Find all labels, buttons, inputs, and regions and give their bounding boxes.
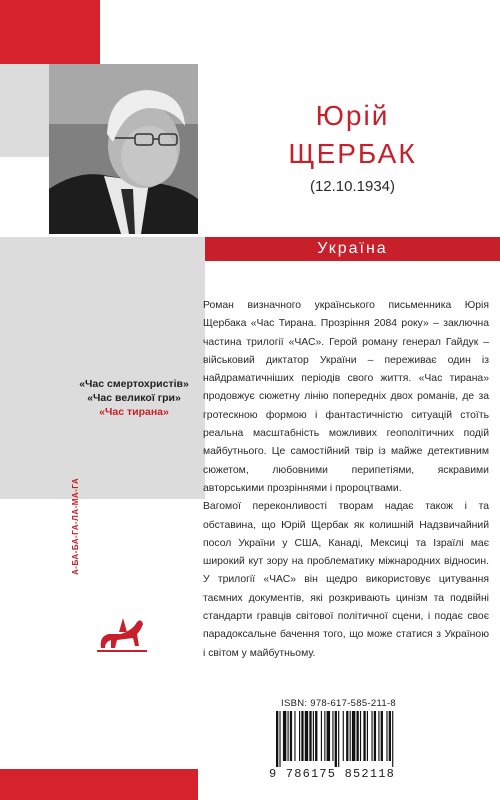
barcode-bar	[389, 711, 391, 761]
top-left-grey-block	[0, 64, 49, 157]
author-first-name: Юрій	[315, 100, 390, 131]
barcode-bar	[299, 711, 300, 761]
author-portrait-image	[49, 64, 198, 234]
author-last-name: ЩЕРБАК	[288, 138, 417, 169]
barcode-bar	[367, 711, 368, 761]
barcode-bar	[360, 711, 361, 761]
barcode-bar	[288, 711, 289, 761]
trilogy-book-2: «Час великої гри»	[87, 392, 181, 404]
barcode-bar	[357, 711, 359, 761]
barcode-bar	[352, 711, 355, 761]
trilogy-book-1: «Час смертохристів»	[79, 378, 189, 390]
barcode-bar	[378, 711, 379, 761]
barcode-bar	[381, 711, 383, 761]
barcode-bar	[309, 711, 311, 761]
barcode-image	[274, 711, 434, 767]
barcode-bar	[371, 711, 372, 761]
barcode-bar	[301, 711, 303, 761]
barcode-bar	[338, 711, 339, 767]
publisher-logo-text: А-БА-БА-ГА-ЛА-МА-ГА	[71, 477, 80, 575]
description-paragraph: Роман визначного українського письменника Юрія Щербака «Час Тирана. Прозріння 2084 року» – заключна частина трилогії «ЧАС». Герой роману генерал Гайдук – військовий диктатор України – переживає один із найдраматичніших періодів свого життя. «Час тирана» продовжує сюжетну лінію попередніх двох романів, де за гротескною формою і фантастичністю ситуацій стоїть реальна масштабність можливих геополітичних подій майбутнього. Це самостійний твір із майже детективним сюжетом, любовними перипетіями, яскравими авторськими прозріннями і пророцтвами.	[203, 300, 489, 494]
barcode-bar	[315, 711, 317, 761]
barcode-bar	[327, 711, 330, 761]
barcode-bar	[350, 711, 351, 761]
trilogy-book-3-current: «Час тирана»	[99, 406, 169, 418]
barcode-digits: 9 786175 852118	[269, 767, 396, 781]
book-description	[203, 297, 489, 663]
barcode-bar	[374, 711, 376, 761]
barcode-bar	[279, 711, 280, 767]
barcode-bar	[343, 711, 344, 761]
barcode-bar	[321, 711, 322, 761]
left-grey-strip	[0, 237, 205, 499]
barcode-bar	[305, 711, 308, 761]
barcode-bar	[283, 711, 286, 761]
country-label: Україна	[205, 237, 500, 261]
barcode-bar	[335, 711, 337, 767]
barcode-bar	[313, 711, 314, 761]
barcode-bar	[332, 711, 333, 761]
author-birth-date: (12.10.1934)	[309, 178, 396, 195]
barcode-panel	[259, 697, 445, 783]
description-paragraph: Вагомої переконливості творам надає також і та обставина, що Юрій Щербак як колишній Надзвичайний посол України у США, Канаді, Мексиці та Ізраїлі має широкий кут зору на проблематику міжнародних відносин. У трилогії «ЧАС» він щедро використовує цитування таємних документів, які розкривають цинізм та подвійні стандарти гравців світової політичної сцени, і подає своє парадоксальне бачення того, що може статися з Україною і світом у майбутньому.	[203, 501, 489, 659]
top-left-red-block	[0, 0, 100, 64]
barcode-bar	[392, 711, 393, 767]
barcode-bar	[276, 711, 278, 767]
barcode-bar	[294, 711, 295, 761]
bottom-left-red-block	[0, 769, 198, 800]
author-photo	[49, 64, 198, 234]
barcode-bar	[386, 711, 387, 761]
barcode-bar	[346, 711, 348, 761]
barcode-bar	[363, 711, 365, 761]
isbn-text: ISBN: 978-617-585-211-8	[281, 698, 396, 709]
publisher-logo-icon	[93, 612, 153, 656]
barcode-bar	[324, 711, 325, 761]
barcode-bar	[290, 711, 292, 761]
